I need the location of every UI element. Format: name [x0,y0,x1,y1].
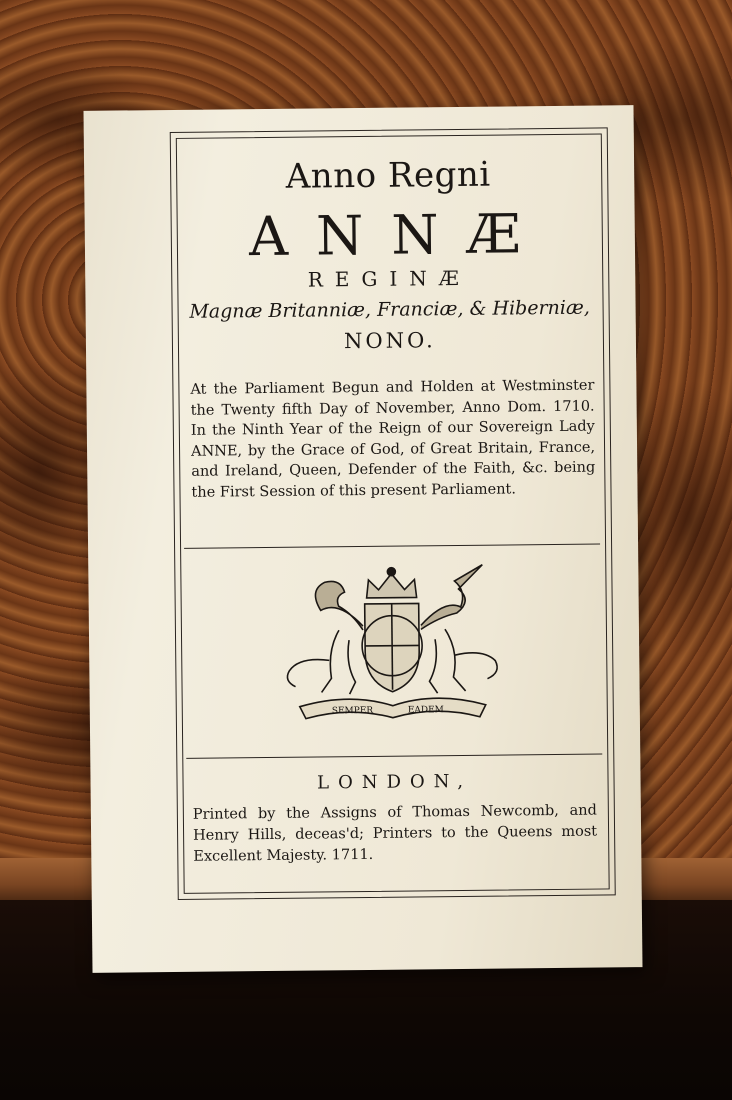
imprint-printer: Printed by the Assigns of Thomas Newcomb, and Henry Hills, deceas'd; Printers to the Queens most Excellent Majesty. 1711. [192,802,598,865]
title-anno-regni: Anno Regni [285,154,491,197]
title-reginae: REGINÆ [307,265,471,292]
motto-left: SEMPER [331,705,374,717]
royal-coat-of-arms-icon [268,558,516,731]
imprint-city: LONDON, [316,770,473,794]
imprint-block [186,770,603,868]
subtitle-realms: Magnæ Britanniæ, Franciæ, & Hiberniæ, [189,296,590,323]
document-page [84,105,643,973]
title-block [176,145,602,354]
motto-right: EADEM [407,705,444,716]
title-nono: NONO. [343,328,436,354]
title-annae: ANNÆ [248,202,549,269]
parliament-paragraph: At the Parliament Begun and Holden at Westminster the Twenty fifth Day of November, Anno Dom. 1710. In the Ninth Year of the Reign of our Sovereign Lady ANNE, by the Grace of God, of Great Britain, France, and Ireland, Queen, Defender of the Faith, &c. being the First Session of this present Parliament. [190,377,596,501]
